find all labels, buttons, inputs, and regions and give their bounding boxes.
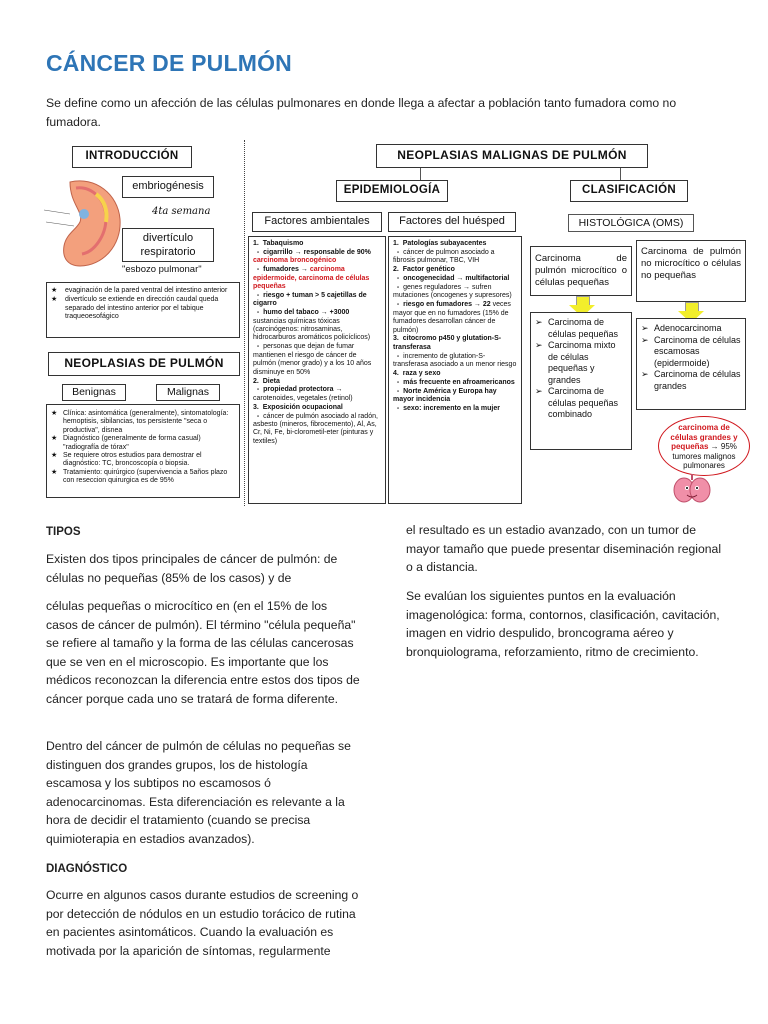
factor-item xyxy=(393,370,517,378)
factor-item xyxy=(253,249,381,266)
embriogenesis-box: embriogénesis xyxy=(122,176,214,198)
factor-item-bold: raza y sexo xyxy=(402,370,441,378)
list-item: ➢ Adenocarcinoma xyxy=(641,323,722,333)
factor-item xyxy=(393,379,517,387)
factor-item-marker: 3. xyxy=(393,335,403,343)
factor-item-marker: - xyxy=(253,266,264,274)
factor-item-marker: 2. xyxy=(393,266,403,274)
factor-item-marker: - xyxy=(253,412,264,420)
intro-bullet: ★ divertículo se extiende en dirección caudal queda separado del intestino anterior por el tabique traqueoesofágico xyxy=(51,296,219,321)
factor-item-bold: Factor genético xyxy=(402,266,455,274)
factor-item-marker: - xyxy=(253,248,264,256)
factor-item xyxy=(253,404,381,412)
tipos-paragraph-1: Existen dos tipos principales de cáncer de pulmón: de células no pequeñas (85% de los casos) y de xyxy=(46,552,338,585)
clasificacion-header: CLASIFICACIÓN xyxy=(570,180,688,202)
factor-item-text: veces mayor que en no fumadores (15% de fumadores desarrollan cáncer de pulmón) xyxy=(393,301,511,334)
factor-item-bold: riesgo en fumadores → 22 xyxy=(403,301,491,309)
neo-bullet: ★ Clínica: asintomática (generalmente), sintomatología: hemoptisis, sibilancias, tos persistente "seca o productiva", disnea xyxy=(51,410,229,434)
list-item: ➢ Carcinoma de células pequeñas xyxy=(535,317,619,339)
tipos-heading: TIPOS xyxy=(46,526,81,538)
factor-item-bold: fumadores → xyxy=(263,266,310,274)
factor-item xyxy=(393,266,517,274)
malignas-header: NEOPLASIAS MALIGNAS DE PULMÓN xyxy=(376,144,648,168)
semana-label: 4ta semana xyxy=(152,206,211,217)
factor-item-bold: Patologías subayacentes xyxy=(402,240,487,247)
factor-item-marker: 1. xyxy=(393,240,403,247)
factor-item xyxy=(393,335,517,352)
page-title: CÁNCER DE PULMÓN xyxy=(46,50,292,76)
factor-item xyxy=(393,353,517,370)
factor-item-text: carcinoma epidermoide, carcinoma de células pequeñas xyxy=(253,266,370,291)
factor-item-marker: - xyxy=(393,405,404,413)
epidemiologia-header: EPIDEMIOLOGÍA xyxy=(336,180,448,202)
factor-item-bold: más frecuente en afroamericanos xyxy=(403,379,515,386)
factor-item-bold: citocromo p450 y glutation-S-transferasa xyxy=(393,335,502,351)
neoplasias-bullets-box xyxy=(46,404,240,498)
no-microcitico-box: Carcinoma de pulmón no microcítico o células no pequeñas xyxy=(636,240,746,302)
factores-ambientales-list xyxy=(248,236,386,504)
intro-bullets-box xyxy=(46,282,240,338)
list-item: ➢ Carcinoma mixto de células pequeñas y grandes xyxy=(535,340,616,385)
introduccion-header: INTRODUCCIÓN xyxy=(72,146,192,168)
factor-item xyxy=(393,284,517,301)
factor-item xyxy=(393,388,517,405)
factor-item-marker: - xyxy=(393,387,404,395)
factores-huesped-list xyxy=(388,236,522,504)
factor-item-marker: 1. xyxy=(253,240,263,247)
factor-item xyxy=(253,386,381,403)
factor-item-marker: - xyxy=(393,275,404,283)
factor-item xyxy=(253,240,381,248)
factor-item xyxy=(393,240,517,248)
malignas-box: Malignas xyxy=(156,384,220,401)
factor-item-marker: - xyxy=(393,248,404,256)
factor-item-marker: - xyxy=(253,386,264,394)
factor-item xyxy=(253,266,381,291)
intro-bullet: ★ evaginación de la pared ventral del intestino anterior xyxy=(51,287,228,294)
factor-item xyxy=(393,249,517,266)
no-microcitico-list xyxy=(636,318,746,410)
lung-mascot-icon xyxy=(672,474,712,506)
factor-item xyxy=(253,343,381,377)
factor-item-text: carcinoma broncogénico xyxy=(253,257,337,265)
imagenologia-paragraph: Se evalúan los siguientes puntos en la evaluación imagenológica: forma, contornos, clasificación, cavitación, imagen en vidrio despulido, broncograma aéreo y bronquiolograma, reforzamiento, ritmo de crecimiento. xyxy=(406,589,720,659)
diverticulo-box: divertículo respiratorio xyxy=(122,228,214,262)
diagnostico-paragraph: Ocurre en algunos casos durante estudios de screening o por detección de nódulos en un estudio torácico de rutina en pacientes asintomáticos. Cuando la evaluación es motivada por la aparición de síntomas, regularmente xyxy=(46,888,359,958)
diagnostico-paragraph-cont: el resultado es un estadio avanzado, con un tumor de mayor tamaño que puede presentar diseminación regional o a distancia. xyxy=(406,523,722,575)
factor-item xyxy=(253,413,381,447)
neo-bullet: ★ Se requiere otros estudios para demostrar el diagnóstico: TC, broncoscopía o biopsia. xyxy=(51,452,202,468)
factor-item xyxy=(253,292,381,309)
factor-item xyxy=(393,301,517,335)
factor-item-marker: 2. xyxy=(253,377,263,385)
factor-item-bold: propiedad protectora → xyxy=(263,386,343,394)
factor-item-text: cáncer de pulmón asociado al radón, asbesto (mineros, fibrocemento), Al, As, Cr, Ni, Fe, bi-clorometil-eter (pinturas y textiles) xyxy=(253,412,378,445)
esbozo-label: "esbozo pulmonar" xyxy=(122,264,202,275)
divider-dotted xyxy=(244,140,245,506)
factor-item-marker: - xyxy=(393,379,404,386)
embryo-illustration xyxy=(40,174,130,274)
factor-item-bold: Exposición ocupacional xyxy=(262,403,343,411)
factor-item-marker: - xyxy=(393,352,404,360)
factor-item-text: cáncer de pulmon asociado a fibrosis pulmonar, TBC, VIH xyxy=(393,248,495,265)
factor-item-bold: Norte América y Europa hay mayor incidencia xyxy=(393,387,497,404)
infographic xyxy=(40,140,748,506)
benignas-box: Benignas xyxy=(62,384,126,401)
factor-item-bold: Dieta xyxy=(262,377,280,385)
factor-item-marker: 3. xyxy=(253,403,263,411)
factor-item-text: sustancias químicas tóxicas (carcinógenos: nitrosaminas, hidrocarburos aromáticos policíclicos) xyxy=(253,317,371,342)
factor-item-marker: - xyxy=(393,301,404,309)
factor-item-bold: oncogenecidad → multifactorial xyxy=(403,275,510,283)
factor-item-bold: humo del tabaco → +3000 xyxy=(263,309,350,317)
factor-item-bold: riesgo + tuman > 5 cajetillas de cigarro xyxy=(253,291,367,308)
factor-item-marker: - xyxy=(253,343,264,351)
factor-item xyxy=(253,378,381,386)
factor-item-text: genes reguladores → sufren mutaciones (oncogenes y supresores) xyxy=(393,284,512,300)
tipos-paragraph-3: Dentro del cáncer de pulmón de células no pequeñas se distinguen dos grandes grupos, los de histología escamosa y los subtipos no escamosos ó adenocarcinomas. Esta diferenciación es relevante a la hora de decidir el tratamiento (cuando se precisa quimioterapia en estadios avanzados). xyxy=(46,739,351,846)
tipos-paragraph-2: células pequeñas o microcítico en (en el 15% de los casos de cáncer de pulmón). El término "célula pequeña" se refiere al tamaño y la forma de las células cancerosas que se ven en el microscopio. Es importante que los médicos reconozcan la diferencia entre estos dos tipos de cáncer porque cada uno se tratará de forma diferente. xyxy=(46,599,360,706)
factor-item xyxy=(393,405,517,413)
list-item: ➢ Carcinoma de células pequeñas combinado xyxy=(535,386,619,419)
speech-bubble: carcinoma de células grandes y pequeñas → 95% tumores malignos pulmonares xyxy=(658,416,750,476)
factor-item xyxy=(253,309,381,343)
microcitico-list xyxy=(530,312,632,450)
factor-item-text: carotenoides, vegetales (retinol) xyxy=(253,394,353,402)
factor-item-marker: - xyxy=(393,284,404,292)
factor-item-bold: cigarrillo → responsable de 90% xyxy=(263,248,371,256)
factor-item xyxy=(393,275,517,283)
histologica-box: HISTOLÓGICA (OMS) xyxy=(568,214,694,232)
intro-paragraph: Se define como un afección de las células pulmonares en donde llega a afectar a población tanto fumadora como no fumadora. xyxy=(46,96,677,129)
list-item: ➢ Carcinoma de células grandes xyxy=(641,369,741,391)
factor-item-text: personas que dejan de fumar mantienen el riesgo de cáncer de pulmón (menor grado) y a los 10 años disminuye en 50% xyxy=(253,343,372,376)
list-item: ➢ Carcinoma de células escamosas (epidermoide) xyxy=(641,334,741,368)
neoplasias-header: NEOPLASIAS DE PULMÓN xyxy=(48,352,240,376)
factor-item-bold: Tabaquismo xyxy=(262,240,304,247)
neo-bullet: ★ Tratamiento: quirúrgico (supervivencia a 5años plazo con reseccion quirurgica es de 95% xyxy=(51,468,228,485)
factores-huesped-box: Factores del huésped xyxy=(388,212,516,232)
factor-item-marker: 4. xyxy=(393,370,403,378)
diagnostico-heading: DIAGNÓSTICO xyxy=(46,863,128,875)
microcitico-box: Carcinoma de pulmón microcítico o células pequeñas xyxy=(530,246,632,296)
factor-item-marker: - xyxy=(253,291,264,299)
factor-item-bold: sexo: incremento en la mujer xyxy=(403,405,500,413)
factores-ambientales-box: Factores ambientales xyxy=(252,212,382,232)
factor-item-marker: - xyxy=(253,309,264,317)
factor-item-text: incremento de glutation-S-transferasa asociado a un menor riesgo xyxy=(393,352,517,369)
neo-bullet: ★ Diagnóstico (generalmente de forma casual) "radiografía de tórax" xyxy=(51,435,201,451)
